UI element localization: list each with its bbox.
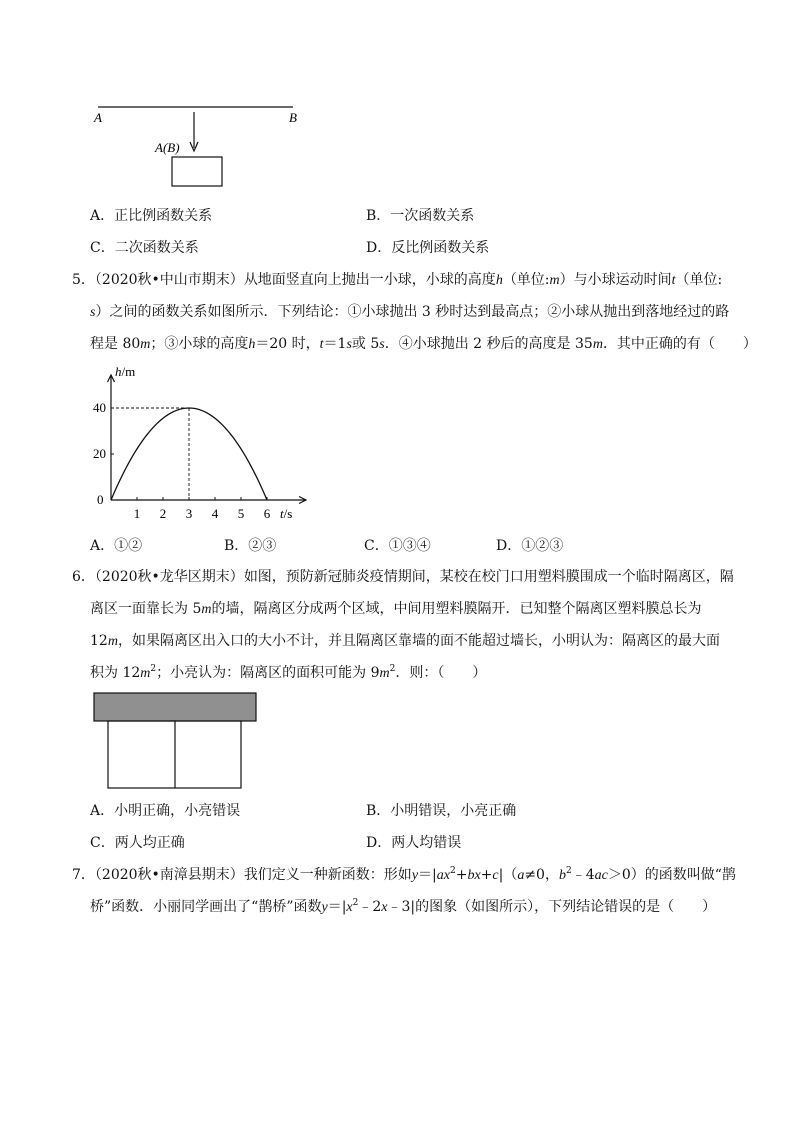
q6-option-a: A．小明正确，小亮错误 (90, 803, 241, 819)
x-axis-label: t/s (280, 506, 293, 521)
q5-line-3: 程是 80m；③小球的高度h＝20 时，t＝1s或 5s．④小球抛出 2 秒后的高度是 35m．其中正确的有（ ） (90, 336, 757, 352)
q6-option-b: B．小明错误，小亮正确 (366, 803, 517, 819)
label-b: B (289, 110, 297, 125)
q6-option-c: C．两人均正确 (90, 835, 185, 851)
q6-source: （2020秋•龙华区期末） (94, 569, 244, 585)
label-ab: A(B) (155, 140, 180, 155)
origin-label: 0 (97, 492, 104, 507)
q5-line-2: s）之间的函数关系如图所示．下列结论：①小球抛出 3 秒时达到最高点；②小球从抛出到落地经过的路 (90, 304, 730, 320)
wall-shape (94, 693, 256, 721)
label-a: A (94, 110, 102, 125)
q5-source: （2020秋•中山市期末） (94, 272, 244, 288)
q6-line-4: 积为 $12m^2$；小亮认为：隔离区的面积可能为 $9m^2$．则：（ ） (90, 664, 487, 681)
q5-option-a: A．①② (90, 538, 143, 554)
x-tick-label: 5 (237, 506, 245, 521)
q4-figure (85, 95, 325, 195)
x-tick-label: 2 (159, 506, 167, 521)
y-tick-label: 20 (93, 446, 106, 461)
x-tick-label: 3 (185, 506, 193, 521)
q5-option-d: D．①②③ (496, 538, 564, 554)
q5-line-1: 5．（2020秋•中山市期末）从地面竖直向上抛出一小球，小球的高度h（单位:m）与小球运动时间t（单位: (72, 272, 723, 288)
x-tick-label: 1 (133, 506, 141, 521)
q6-line-3: 12m，如果隔离区出入口的大小不计，并且隔离区靠墙的面不能超过墙长，小明认为：隔离区的最大面 (90, 633, 720, 649)
q4-option-d: D．反比例函数关系 (366, 240, 490, 256)
q4-option-c: C．二次函数关系 (90, 240, 199, 256)
x-tick-label: 4 (211, 506, 219, 521)
q6-line-2: 离区一面靠长为 5m的墙，隔离区分成两个区域，中间用塑料膜隔开．已知整个隔离区塑料膜总长为 (90, 601, 702, 617)
q7-source: （2020秋•南漳县期末） (94, 867, 244, 883)
q5-option-c: C．①③④ (364, 538, 431, 554)
x-tick-label: 6 (263, 506, 271, 521)
q6-number: 6． (72, 569, 95, 585)
q6-line-1: 6．（2020秋•龙华区期末）如图，预防新冠肺炎疫情期间，某校在校门口用塑料膜围成一个临时隔离区，隔 (72, 569, 734, 585)
q6-option-d: D．两人均错误 (366, 835, 462, 851)
q5-option-b: B．②③ (224, 538, 277, 554)
q5-number: 5． (72, 272, 95, 288)
q5-chart (85, 362, 320, 522)
q6-figure (92, 692, 262, 792)
q7-line-2: 桥”函数．小丽同学画出了“鹊桥”函数$y=|x^2﹣2x﹣3|$的图象（如图所示），下列结论错误的是（ ） (90, 898, 717, 915)
y-axis-label: h/m (115, 364, 136, 379)
y-tick-label: 40 (93, 400, 106, 415)
box-shape (172, 157, 222, 186)
q7-line-1: 7．（2020秋•南漳县期末）我们定义一种新函数：形如$y=|ax^2+bx+c|(a\ne 0$，$b^2﹣4ac>0$）的函数叫做“鹊 (72, 866, 736, 883)
q7-number: 7． (72, 867, 95, 883)
q4-option-b: B．一次函数关系 (366, 208, 475, 224)
q4-option-a: A．正比例函数关系 (90, 208, 213, 224)
